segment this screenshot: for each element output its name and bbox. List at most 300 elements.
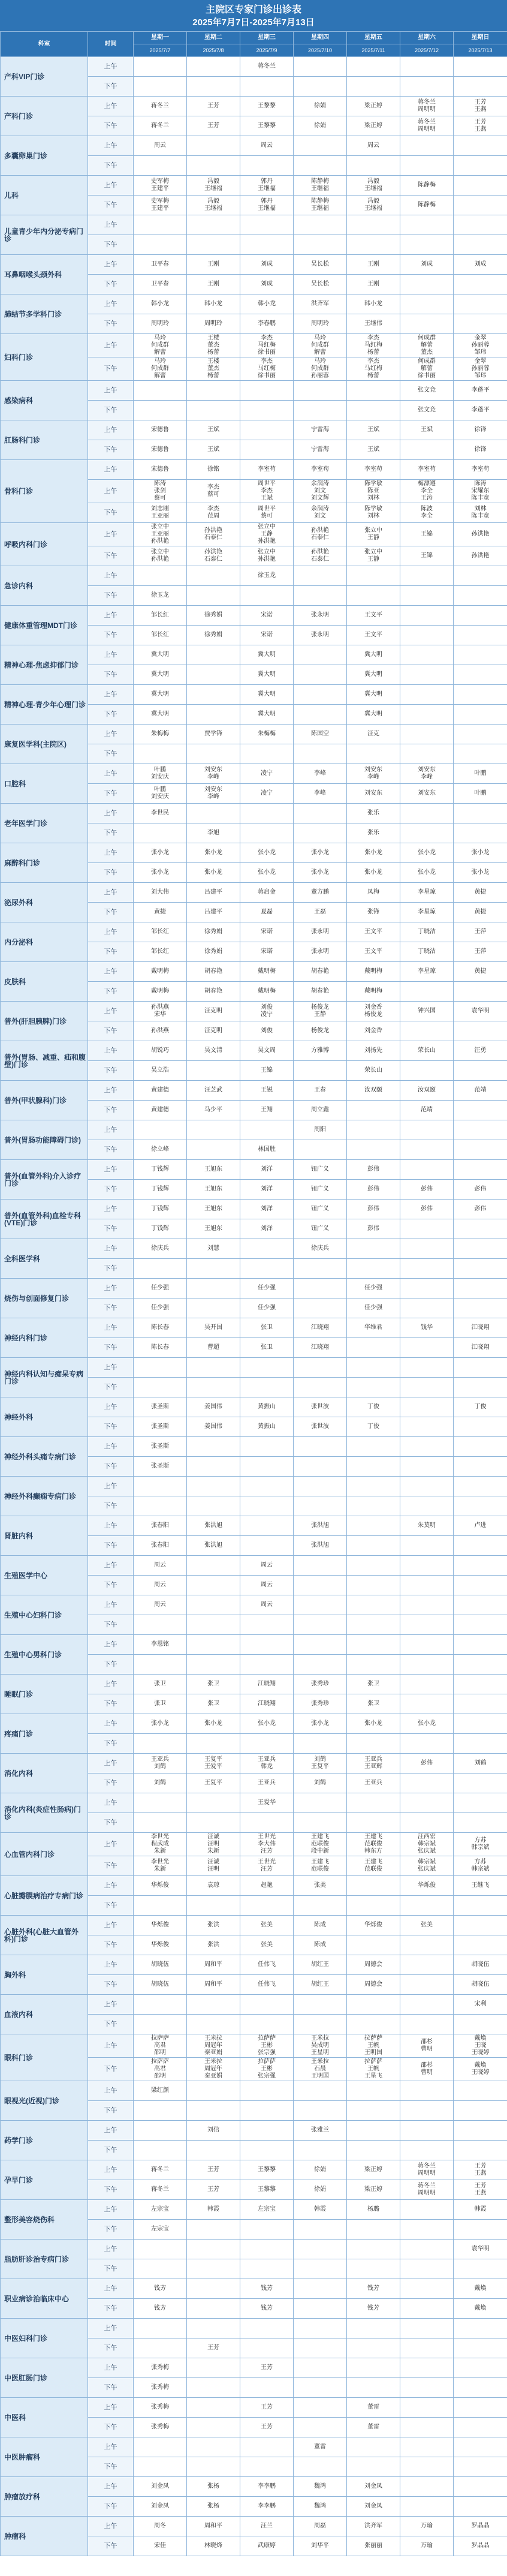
- department-name: 烧伤与创面修复门诊: [1, 1279, 88, 1318]
- doctor-cell: 马玲 何成群 解蕾: [294, 334, 347, 357]
- doctor-cell: [240, 156, 294, 176]
- doctor-cell: [347, 2121, 400, 2141]
- doctor-cell: [240, 1516, 294, 1536]
- doctor-cell: [347, 381, 400, 401]
- doctor-cell: [400, 1140, 454, 1160]
- schedule-row: [1, 1635, 507, 1655]
- doctor-cell: [187, 2358, 240, 2378]
- schedule-row: [1, 1477, 507, 1496]
- doctor-cell: [454, 1576, 507, 1595]
- doctor-cell: 邹长红: [134, 922, 187, 942]
- time-slot: 下午: [88, 586, 134, 606]
- doctor-cell: [294, 1259, 347, 1279]
- doctor-cell: [454, 1358, 507, 1378]
- doctor-cell: [454, 1101, 507, 1120]
- doctor-cell: 邹长红: [134, 626, 187, 645]
- time-slot: 下午: [88, 2220, 134, 2240]
- doctor-cell: [134, 2101, 187, 2121]
- doctor-cell: [187, 685, 240, 705]
- doctor-cell: [240, 77, 294, 97]
- doctor-cell: 王黎黎: [240, 2180, 294, 2200]
- doctor-cell: 马玲 何成群 孙丽蓉: [294, 357, 347, 381]
- doctor-cell: 李星琼: [400, 883, 454, 903]
- doctor-cell: [347, 2141, 400, 2160]
- doctor-cell: 汪诚 汪明: [187, 1856, 240, 1876]
- doctor-cell: 荣长山: [400, 1041, 454, 1061]
- time-slot: 上午: [88, 1714, 134, 1734]
- schedule-row: [1, 1556, 507, 1576]
- doctor-cell: [400, 1995, 454, 2015]
- doctor-cell: 拉萨萨 高君 邵明: [134, 2058, 187, 2081]
- doctor-cell: 戴焕: [454, 2299, 507, 2319]
- time-slot: 上午: [88, 2034, 134, 2058]
- doctor-cell: 任少强: [240, 1298, 294, 1318]
- doctor-cell: 刘洋: [240, 1219, 294, 1239]
- doctor-cell: 王楼 董杰 杨蕾: [187, 334, 240, 357]
- doctor-cell: [400, 1219, 454, 1239]
- doctor-cell: 钟兴国: [400, 1002, 454, 1021]
- schedule-row: [1, 1279, 507, 1298]
- doctor-cell: 蒋冬兰 周明明: [400, 2160, 454, 2180]
- doctor-cell: 张秀梅: [134, 2398, 187, 2418]
- doctor-cell: 胡春艳: [294, 962, 347, 982]
- doctor-cell: [454, 1714, 507, 1734]
- doctor-cell: [454, 725, 507, 744]
- doctor-cell: 王锐: [240, 1081, 294, 1101]
- doctor-cell: [294, 744, 347, 764]
- doctor-cell: 王米拉 吴成明 王星明: [294, 2034, 347, 2058]
- schedule-row: [1, 804, 507, 823]
- doctor-cell: [187, 2101, 240, 2121]
- time-slot: 上午: [88, 2200, 134, 2220]
- schedule-row: [1, 1397, 507, 1417]
- doctor-cell: 刘洋: [240, 1200, 294, 1219]
- time-slot: 下午: [88, 2180, 134, 2200]
- doctor-cell: 周世平 李杰 王斌: [240, 480, 294, 503]
- doctor-cell: [240, 1358, 294, 1378]
- date-header: 2025/7/9: [240, 44, 294, 57]
- doctor-cell: 彭伟: [454, 1200, 507, 1219]
- department-name: 心脏外科(心脏大血管外科)门诊: [1, 1916, 88, 1955]
- doctor-cell: [294, 2319, 347, 2338]
- doctor-cell: [347, 401, 400, 420]
- doctor-cell: 王复平: [187, 1774, 240, 1793]
- doctor-cell: [400, 1813, 454, 1833]
- doctor-cell: 陈学敏 陈亚 刘林: [347, 480, 400, 503]
- doctor-cell: [347, 1140, 400, 1160]
- doctor-cell: 洪齐军: [294, 294, 347, 314]
- doctor-cell: [294, 381, 347, 401]
- doctor-cell: 王文平: [347, 942, 400, 962]
- doctor-cell: [134, 1655, 187, 1675]
- department-name: 生殖医学中心: [1, 1556, 88, 1595]
- doctor-cell: [400, 1576, 454, 1595]
- doctor-cell: [294, 823, 347, 843]
- doctor-cell: 钮广义: [294, 1219, 347, 1239]
- department-name: 生殖中心妇科门诊: [1, 1595, 88, 1635]
- department-name: 肿瘤科: [1, 2517, 88, 2556]
- doctor-cell: 孙洪艳: [454, 523, 507, 546]
- doctor-cell: [187, 1437, 240, 1457]
- doctor-cell: 李星琼: [400, 962, 454, 982]
- doctor-cell: 胡晓伍: [454, 1955, 507, 1975]
- doctor-cell: 胡春艳: [294, 982, 347, 1002]
- weekday-header-row: [1, 32, 507, 44]
- doctor-cell: [454, 77, 507, 97]
- doctor-cell: [134, 156, 187, 176]
- time-slot: 上午: [88, 1876, 134, 1896]
- time-slot: 上午: [88, 1397, 134, 1417]
- doctor-cell: 李蓬平: [454, 381, 507, 401]
- doctor-cell: [134, 1995, 187, 2015]
- doctor-cell: [294, 235, 347, 255]
- schedule-row: [1, 1437, 507, 1457]
- doctor-cell: [294, 1595, 347, 1615]
- doctor-cell: 冯毅 王继福: [347, 176, 400, 196]
- doctor-cell: 郭丹 王继福: [240, 196, 294, 215]
- doctor-cell: 张卫: [187, 1675, 240, 1694]
- time-slot: 下午: [88, 1935, 134, 1955]
- doctor-cell: [400, 823, 454, 843]
- doctor-cell: 张锋: [347, 903, 400, 922]
- doctor-cell: 史军梅 王建平: [134, 176, 187, 196]
- schedule-row: [1, 1793, 507, 1813]
- doctor-cell: 李杰 马红梅 杨蕾: [347, 334, 400, 357]
- schedule-row: [1, 566, 507, 586]
- doctor-cell: [454, 626, 507, 645]
- department-name: 肛肠科门诊: [1, 420, 88, 460]
- doctor-cell: 董方鹏: [294, 883, 347, 903]
- time-slot: 下午: [88, 1975, 134, 1995]
- time-slot: 下午: [88, 1856, 134, 1876]
- doctor-cell: [240, 1378, 294, 1397]
- doctor-cell: 钱芳: [240, 2279, 294, 2299]
- time-slot: 下午: [88, 357, 134, 381]
- schedule-row: [1, 883, 507, 903]
- doctor-cell: [454, 1021, 507, 1041]
- doctor-cell: 魏鸿: [294, 2477, 347, 2497]
- doctor-cell: [134, 2121, 187, 2141]
- doctor-cell: [454, 1774, 507, 1793]
- doctor-cell: 冀大明: [347, 685, 400, 705]
- doctor-cell: [294, 136, 347, 156]
- time-slot: 下午: [88, 1417, 134, 1437]
- doctor-cell: [454, 136, 507, 156]
- doctor-cell: 韩霞: [294, 2200, 347, 2220]
- doctor-cell: 刘志刚 王亚丽: [134, 503, 187, 523]
- doctor-cell: 陈静梅: [400, 196, 454, 215]
- doctor-cell: 张小龙: [134, 843, 187, 863]
- doctor-cell: [134, 1793, 187, 1813]
- doctor-cell: [454, 2378, 507, 2398]
- doctor-cell: [347, 2437, 400, 2457]
- doctor-cell: [240, 1734, 294, 1754]
- doctor-cell: 张雅兰: [294, 2121, 347, 2141]
- doctor-cell: 张立中 孙洪艳: [240, 546, 294, 566]
- doctor-cell: 罗晶晶: [454, 2517, 507, 2536]
- department-name: 泌尿外科: [1, 883, 88, 922]
- doctor-cell: 叶鹏: [454, 764, 507, 784]
- doctor-cell: [454, 685, 507, 705]
- doctor-cell: [187, 2015, 240, 2034]
- department-name: 肿瘤放疗科: [1, 2477, 88, 2517]
- department-name: 耳鼻咽喉头颈外科: [1, 255, 88, 294]
- doctor-cell: [400, 2418, 454, 2437]
- doctor-cell: [240, 2338, 294, 2358]
- doctor-cell: [454, 606, 507, 626]
- department-name: 神经外科: [1, 1397, 88, 1437]
- doctor-cell: [400, 1734, 454, 1754]
- doctor-cell: [240, 1635, 294, 1655]
- doctor-cell: [294, 1378, 347, 1397]
- document-header: [0, 0, 507, 31]
- department-name: 普外(甲状腺科)门诊: [1, 1081, 88, 1120]
- doctor-cell: [454, 1536, 507, 1556]
- doctor-cell: [454, 804, 507, 823]
- doctor-cell: 凤梅: [347, 883, 400, 903]
- department-name: 皮肤科: [1, 962, 88, 1002]
- doctor-cell: 张圣斯: [134, 1397, 187, 1417]
- doctor-cell: [187, 1259, 240, 1279]
- time-slot: 下午: [88, 275, 134, 294]
- doctor-cell: 冀大明: [134, 665, 187, 685]
- doctor-cell: [400, 1457, 454, 1477]
- time-slot: 上午: [88, 480, 134, 503]
- time-slot: 下午: [88, 2058, 134, 2081]
- doctor-cell: [347, 1477, 400, 1496]
- doctor-cell: [454, 1437, 507, 1457]
- doctor-cell: [187, 2279, 240, 2299]
- department-name: 胸外科: [1, 1955, 88, 1995]
- doctor-cell: 王春: [294, 1081, 347, 1101]
- doctor-cell: 刘华平: [294, 2536, 347, 2556]
- doctor-cell: [187, 77, 240, 97]
- doctor-cell: [454, 645, 507, 665]
- doctor-cell: [347, 2101, 400, 2121]
- schedule-row: [1, 215, 507, 235]
- doctor-cell: [454, 1120, 507, 1140]
- doctor-cell: 周冬: [134, 2517, 187, 2536]
- schedule-row: [1, 334, 507, 357]
- date-header: 2025/7/10: [294, 44, 347, 57]
- doctor-cell: [454, 1259, 507, 1279]
- doctor-cell: [240, 381, 294, 401]
- doctor-cell: [347, 2358, 400, 2378]
- doctor-cell: 宋诺: [240, 626, 294, 645]
- time-slot: 上午: [88, 2240, 134, 2259]
- doctor-cell: 刘成: [240, 275, 294, 294]
- time-slot: 上午: [88, 922, 134, 942]
- doctor-cell: 汪诚 汪明 朱新: [187, 1833, 240, 1856]
- doctor-cell: [400, 665, 454, 685]
- schedule-row: [1, 460, 507, 480]
- doctor-cell: [400, 2220, 454, 2240]
- doctor-cell: [347, 1120, 400, 1140]
- doctor-cell: 刘金香 杨俊龙: [347, 1002, 400, 1021]
- doctor-cell: 邵杉 曹明: [400, 2034, 454, 2058]
- doctor-cell: 王芳: [240, 2398, 294, 2418]
- schedule-row: [1, 764, 507, 784]
- doctor-cell: [240, 1437, 294, 1457]
- doctor-cell: 王芳 王燕: [454, 2160, 507, 2180]
- doctor-cell: [400, 685, 454, 705]
- doctor-cell: 张春阳: [134, 1536, 187, 1556]
- date-header: 2025/7/7: [134, 44, 187, 57]
- time-slot: 下午: [88, 2418, 134, 2437]
- doctor-cell: [240, 215, 294, 235]
- schedule-row: [1, 255, 507, 275]
- doctor-cell: 王旭东: [187, 1160, 240, 1180]
- doctor-cell: [400, 57, 454, 77]
- doctor-cell: 杨璐: [347, 2200, 400, 2220]
- doctor-cell: [294, 2259, 347, 2279]
- doctor-cell: 孙洪艳: [454, 546, 507, 566]
- doctor-cell: 张立中 王静 孙洪艳: [240, 523, 294, 546]
- doctor-cell: 陈学敏 刘林: [347, 503, 400, 523]
- schedule-row: [1, 1200, 507, 1219]
- doctor-cell: [240, 2259, 294, 2279]
- doctor-cell: [347, 215, 400, 235]
- doctor-cell: 王黎黎: [240, 2160, 294, 2180]
- doctor-cell: 丁俊: [454, 1397, 507, 1417]
- doctor-cell: 周明玲: [134, 314, 187, 334]
- doctor-cell: 韩小龙: [240, 294, 294, 314]
- doctor-cell: 周明玲: [294, 314, 347, 334]
- doctor-cell: [454, 2338, 507, 2358]
- doctor-cell: [187, 1556, 240, 1576]
- department-name: 普外(胃肠、减重、疝和腹壁)门诊: [1, 1041, 88, 1081]
- doctor-cell: [187, 1595, 240, 1615]
- time-slot: 上午: [88, 1675, 134, 1694]
- doctor-cell: [134, 57, 187, 77]
- schedule-row: [1, 606, 507, 626]
- doctor-cell: 王芳: [240, 2358, 294, 2378]
- doctor-cell: [294, 215, 347, 235]
- doctor-cell: 冀大明: [134, 645, 187, 665]
- doctor-cell: [400, 1477, 454, 1496]
- doctor-cell: 武康婷: [240, 2536, 294, 2556]
- time-slot: 下午: [88, 1378, 134, 1397]
- doctor-cell: 冀大明: [240, 685, 294, 705]
- doctor-cell: [240, 1655, 294, 1675]
- doctor-cell: [400, 2240, 454, 2259]
- doctor-cell: 张乐: [347, 823, 400, 843]
- doctor-cell: [240, 420, 294, 440]
- doctor-cell: 王文平: [347, 922, 400, 942]
- doctor-cell: 董雷: [347, 2418, 400, 2437]
- doctor-cell: 拉萨萨 王帆 王星飞: [347, 2058, 400, 2081]
- doctor-cell: [240, 1457, 294, 1477]
- doctor-cell: 夏磊: [240, 903, 294, 922]
- time-slot: 上午: [88, 1200, 134, 1219]
- doctor-cell: 刘林 陈丰宽: [454, 503, 507, 523]
- doctor-cell: [294, 1457, 347, 1477]
- doctor-cell: [400, 1595, 454, 1615]
- doctor-cell: [187, 1734, 240, 1754]
- doctor-cell: 宋佳: [134, 2536, 187, 2556]
- doctor-cell: 宋德鲁: [134, 420, 187, 440]
- doctor-cell: 王芳 王燕: [454, 116, 507, 136]
- schedule-row: [1, 2081, 507, 2101]
- doctor-cell: [400, 2141, 454, 2160]
- doctor-cell: 宁雷海: [294, 440, 347, 460]
- time-slot: 下午: [88, 546, 134, 566]
- time-slot: 下午: [88, 2141, 134, 2160]
- doctor-cell: [347, 1655, 400, 1675]
- doctor-cell: 冀大明: [347, 665, 400, 685]
- doctor-cell: 钱华: [400, 1318, 454, 1338]
- doctor-cell: [347, 1935, 400, 1955]
- doctor-cell: 刘安东 李峰: [187, 764, 240, 784]
- time-slot: 上午: [88, 764, 134, 784]
- doctor-cell: 梁正婷: [347, 2160, 400, 2180]
- doctor-cell: 汝双颐: [347, 1081, 400, 1101]
- doctor-cell: [347, 1793, 400, 1813]
- doctor-cell: 王楼 董杰 杨蕾: [187, 357, 240, 381]
- time-slot: 上午: [88, 1635, 134, 1655]
- doctor-cell: [454, 1477, 507, 1496]
- doctor-cell: 韩小龙: [347, 294, 400, 314]
- doctor-cell: [187, 2141, 240, 2160]
- doctor-cell: [400, 2437, 454, 2457]
- department-name: 儿科: [1, 176, 88, 215]
- doctor-cell: 丁钱辉: [134, 1180, 187, 1200]
- department-name: 消化内科(炎症性肠病)门诊: [1, 1793, 88, 1833]
- doctor-cell: 蒋冬兰: [240, 57, 294, 77]
- doctor-cell: 丁钱辉: [134, 1200, 187, 1219]
- doctor-cell: [294, 685, 347, 705]
- doctor-cell: [400, 2101, 454, 2121]
- doctor-cell: 江晓翔: [240, 1694, 294, 1714]
- doctor-cell: [454, 1298, 507, 1318]
- doctor-cell: 张小龙: [454, 863, 507, 883]
- department-name: 普外(血管外科)血栓专科(VTE)门诊: [1, 1200, 88, 1239]
- schedule-row: [1, 2358, 507, 2378]
- doctor-cell: [400, 2358, 454, 2378]
- doctor-cell: [240, 401, 294, 420]
- doctor-cell: 王建飞 范联俊: [294, 1856, 347, 1876]
- doctor-cell: [294, 2015, 347, 2034]
- doctor-cell: [240, 2240, 294, 2259]
- time-slot: 上午: [88, 1041, 134, 1061]
- doctor-cell: [454, 982, 507, 1002]
- doctor-cell: [187, 2220, 240, 2240]
- doctor-cell: 陈静梅 王继福: [294, 196, 347, 215]
- doctor-cell: [187, 401, 240, 420]
- time-slot: 下午: [88, 903, 134, 922]
- department-name: 血液内科: [1, 1995, 88, 2034]
- doctor-cell: 黄建德: [134, 1081, 187, 1101]
- doctor-cell: [187, 566, 240, 586]
- schedule-row: [1, 2200, 507, 2220]
- doctor-cell: [347, 1615, 400, 1635]
- time-slot: 下午: [88, 1140, 134, 1160]
- schedule-row: [1, 2477, 507, 2497]
- doctor-cell: 刘成: [454, 255, 507, 275]
- doctor-cell: 戴明梅: [347, 982, 400, 1002]
- doctor-cell: [454, 1140, 507, 1160]
- doctor-cell: [347, 1536, 400, 1556]
- doctor-cell: 张小龙: [134, 1714, 187, 1734]
- doctor-cell: 孙洪燕 宋华: [134, 1002, 187, 1021]
- schedule-row: [1, 725, 507, 744]
- doctor-cell: [187, 2378, 240, 2398]
- doctor-cell: [400, 606, 454, 626]
- time-slot: 下午: [88, 705, 134, 725]
- doctor-cell: 江晓翔: [240, 1675, 294, 1694]
- date-header: 2025/7/8: [187, 44, 240, 57]
- doctor-cell: [240, 2457, 294, 2477]
